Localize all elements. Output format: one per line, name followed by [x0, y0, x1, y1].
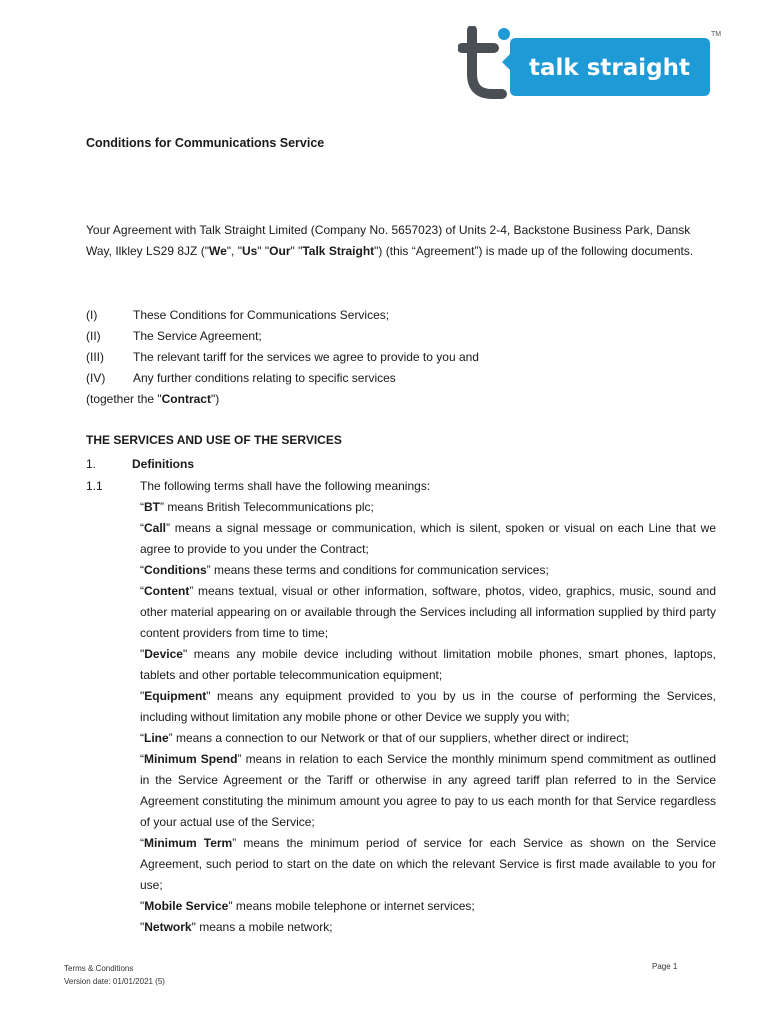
list-item [86, 326, 726, 347]
trademark-symbol: TM [711, 31, 722, 38]
footer-version: Version date: 01/01/2021 (5) [64, 977, 165, 986]
list-item-text: Any further conditions relating to specific services [133, 371, 396, 385]
together-contract-note: (together the "Contract") [86, 392, 220, 406]
talk-straight-logo [458, 26, 723, 102]
document-title: Conditions for Communications Service [86, 136, 325, 150]
definition-conditions: “Conditions” means these terms and conditions for communication services; [140, 563, 549, 577]
definition-bt: “BT” means British Telecommunications plc; [140, 500, 374, 514]
definition-line: “Line” means a connection to our Network or that of our suppliers, whether direct or indirect; [140, 731, 629, 745]
logo-wordmark: talk straight [529, 55, 690, 81]
list-item-number: (I) [86, 308, 98, 322]
definition-device: "Device" means any mobile device including without limitation mobile phones, smart phones, laptops, tablets and other portable telecommunication equipment; [140, 647, 716, 682]
footer-document-info [64, 962, 165, 988]
page-number: Page 1 [652, 962, 678, 971]
clause-title: Definitions [132, 457, 194, 471]
list-item-text: The Service Agreement; [133, 329, 262, 343]
list-item [86, 347, 726, 368]
list-item-text: These Conditions for Communications Services; [133, 308, 390, 322]
definition-mobile-service: "Mobile Service" means mobile telephone or internet services; [140, 899, 475, 913]
documents-list [86, 305, 726, 410]
list-item-number: (III) [86, 350, 104, 364]
definitions-list [140, 497, 716, 938]
list-item [86, 368, 726, 389]
footer-title: Terms & Conditions [64, 964, 134, 973]
definition-minimum-spend: “Minimum Spend” means in relation to each Service the monthly minimum spend commitment as outlined in the Service Agreement or the Tariff or otherwise in any agreed tariff plan referred to in the Service Agreement constituting the minimum amount you agree to pay to us each month for that Service regardless of your actual use of the Service; [140, 752, 716, 829]
subclause-text: The following terms shall have the following meanings: [140, 479, 431, 493]
clause-number: 1. [86, 457, 97, 471]
definition-content: “Content” means textual, visual or other information, software, photos, video, graphics, music, sound and other material appearing on or available through the Services including all information supplied by third party content providers from time to time; [140, 584, 716, 640]
definition-network: "Network" means a mobile network; [140, 920, 333, 934]
section-heading: THE SERVICES AND USE OF THE SERVICES [86, 433, 342, 447]
subclause-number: 1.1 [86, 479, 103, 493]
intro-paragraph: Your Agreement with Talk Straight Limited (Company No. 5657023) of Units 2-4, Backstone Business Park, Dansk Way, Ilkley LS29 8JZ ("We", "Us" "Our" "Talk Straight") (this “Agreement”) is made up of the following documents. [86, 223, 694, 258]
list-item-number: (II) [86, 329, 101, 343]
definition-minimum-term: “Minimum Term” means the minimum period of service for each Service as shown on the Service Agreement, such period to start on the date on which the relevant Service is first made available to you for use; [140, 836, 716, 892]
list-item-text: The relevant tariff for the services we agree to provide to you and [133, 350, 479, 364]
list-item [86, 305, 726, 326]
list-item-number: (IV) [86, 371, 106, 385]
definition-call: “Call” means a signal message or communication, which is silent, spoken or visual on each Line that we agree to provide to you under the Contract; [140, 521, 716, 556]
definition-equipment: "Equipment" means any equipment provided to you by us in the course of performing the Services, including without limitation any mobile phone or other Device we supply you with; [140, 689, 716, 724]
